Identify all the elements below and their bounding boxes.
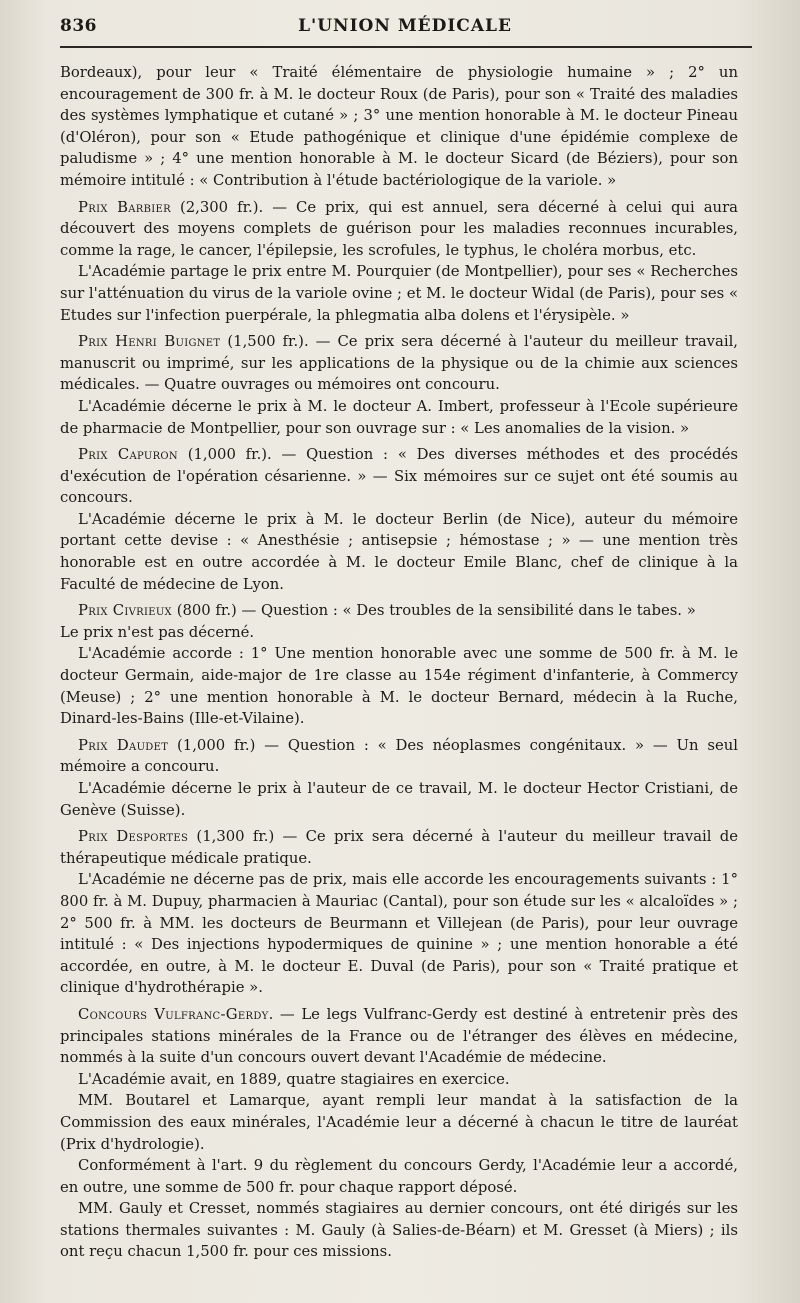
page-header [60,14,750,44]
prize-paragraph: Prix Civrieux (800 fr.) — Question : « Des troubles de la sensibilité dans le tabes. » [78,602,696,620]
prize-name: Prix Barbier [78,198,171,216]
running-title: L'UNION MÉDICALE [298,16,512,36]
paragraph: L'Académie ne décerne pas de prix, mais elle accorde les encouragements suivants : 1° 800 fr. à M. Dupuy, pharmacien à Mauriac (Cantal), pour son étude sur les « alcaloïdes » ; 2° 500 fr. à MM. les docteurs de Beurmann et Villejean (de Paris), pour leur ouvrage intitulé : « Des injections hypodermiques de quinine » ; une mention honorable a été accordée, en outre, à M. le docteur E. Duval (de Paris), pour son « Traité pratique et clinique d'hydrothérapie ». [60,871,738,997]
prize-name: Prix Civrieux [78,602,172,620]
prize-name: Prix Henri Buignet [78,333,221,351]
paragraph: L'Académie décerne le prix à l'auteur de ce travail, M. le docteur Hector Cristiani, de Genève (Suisse). [60,780,738,819]
prize-name: Prix Daudet [78,736,169,754]
prize-name: Prix Desportes [78,828,189,846]
prize-paragraph: Concours Vulfranc-Gerdy. — Le legs Vulfranc-Gerdy est destiné à entretenir près des principales stations minérales de la France ou de l'étranger des élèves en médecine, nommés à la suite d'un concours ouvert devant l'Académie de médecine. [60,1005,738,1067]
prize-paragraph: Prix Barbier (2,300 fr.). — Ce prix, qui est annuel, sera décerné à celui qui aura découvert des moyens complets de guérison pour les maladies reconnues incurables, comme la rage, le cancer, l'épilepsie, les scrofules, le typhus, le choléra morbus, etc. [60,198,738,259]
paragraph: L'Académie avait, en 1889, quatre stagiaires en exercice. [78,1070,510,1088]
header-rule [60,46,752,48]
prize-paragraph: Prix Capuron (1,000 fr.). — Question : « Des diverses méthodes et des procédés d'exécution de l'opération césarienne. » — Six mémoires sur ce sujet ont été soumis au concours. [60,446,738,507]
paragraph: MM. Gauly et Cresset, nommés stagiaires au dernier concours, ont été dirigés sur les stations thermales suivantes : M. Gauly (à Salies-de-Béarn) et M. Gresset (à Miers) ; ils ont reçu chacun 1,500 fr. pour ces missions. [60,1200,738,1261]
paragraph: L'Académie décerne le prix à M. le docteur A. Imbert, professeur à l'Ecole supérieure de pharmacie de Montpellier, pour son ouvrage sur : « Les anomalies de la vision. » [60,397,738,437]
paragraph: Bordeaux), pour leur « Traité élémentaire de physiologie humaine » ; 2° un encouragement de 300 fr. à M. le docteur Roux (de Paris), pour son « Traité des maladies des systèmes lymphatique et cutané » ; 3° une mention honorable à M. le docteur Pineau (d'Oléron), pour son « Etude pathogénique et clinique d'une épidémie complexe de paludisme » ; 4° une mention honorable à M. le docteur Sicard (de Béziers), pour son mémoire intitulé : « Contribution à l'étude bactériologique de la variole. » [60,64,738,189]
prize-name: Concours Vulfranc-Gerdy [78,1005,269,1023]
prize-paragraph: Prix Henri Buignet (1,500 fr.). — Ce prix sera décerné à l'auteur du meilleur travail, manuscrit ou imprimé, sur les applications de la physique ou de la chimie aux sciences médicales. — Quatre ouvrages ou mémoires ont concouru. [60,333,738,394]
paragraph: MM. Boutarel et Lamarque, ayant rempli leur mandat à la satisfaction de la Commission des eaux minérales, l'Académie leur a décerné à chacun le titre de lauréat (Prix d'hydrologie). [60,1092,738,1153]
paragraph: L'Académie décerne le prix à M. le docteur Berlin (de Nice), auteur du mémoire portant cette devise : « Anesthésie ; antisepsie ; hémostase ; » — une mention très honorable est en outre accordée à M. le docteur Emile Blanc, chef de clinique à la Faculté de médecine de Lyon. [60,510,738,593]
page-number: 836 [60,16,97,36]
prize-name: Prix Capuron [78,446,178,464]
paragraph: Conformément à l'art. 9 du règlement du concours Gerdy, l'Académie leur a accordé, en outre, une somme de 500 fr. pour chaque rapport déposé. [60,1157,738,1196]
paragraph: L'Académie accorde : 1° Une mention honorable avec une somme de 500 fr. à M. le docteur Germain, aide-major de 1re classe au 154e régiment d'infanterie, à Commercy (Meuse) ; 2° une mention honorable à M. le docteur Bernard, médecin à la Ruche, Dinard-les-Bains (Ille-et-Vilaine). [60,645,738,728]
prize-paragraph: Prix Daudet (1,000 fr.) — Question : « Des néoplasmes congénitaux. » — Un seul mémoire a concouru. [60,736,739,776]
paragraph: Le prix n'est pas décerné. [60,623,255,641]
paragraph: L'Académie partage le prix entre M. Pourquier (de Montpellier), pour ses « Recherches sur l'atténuation du virus de la variole ovine ; et M. le docteur Widal (de Paris), pour ses « Etudes sur l'infection puerpérale, la phlegmatia alba dolens et l'érysipèle. » [60,263,738,324]
article-body [60,62,738,1263]
prize-paragraph: Prix Desportes (1,300 fr.) — Ce prix sera décerné à l'auteur du meilleur travail de thérapeutique médicale pratique. [60,828,738,867]
